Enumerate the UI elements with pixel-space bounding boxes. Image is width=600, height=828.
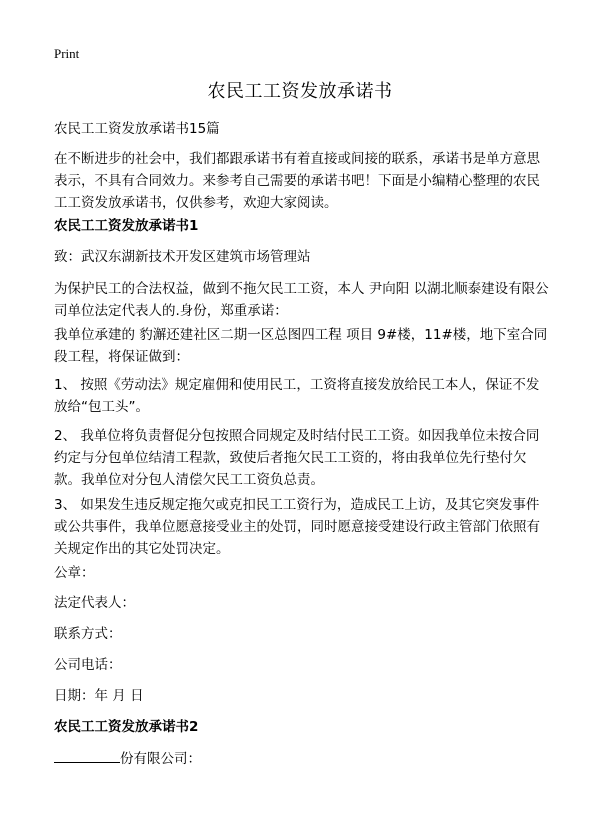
legal-representative-field: 法定代表人：: [54, 595, 135, 611]
seal-field: 公章：: [54, 565, 95, 581]
document-title: 农民工工资发放承诺书: [207, 81, 393, 102]
pledge-item-3: 3、 如果发生违反规定拖欠或克扣民工工资行为，造成民工上访，及其它突发事件或公共事件，我单位愿意接受业主的处罚，同时愿意接受建设行政主管部门依照有关规定作出的其它处罚决定。: [54, 497, 540, 557]
contact-field: 联系方式：: [54, 626, 122, 642]
intro-paragraph: 在不断进步的社会中，我们都跟承诺书有着直接或间接的联系，承诺书是单方意思表示，不具有合同效力。来参考自己需要的承诺书吧！下面是小编精心整理的农民工工资发放承诺书，仅供参考，欢迎大家阅读。: [54, 151, 540, 211]
company-phone-field: 公司电话：: [54, 657, 122, 673]
project-paragraph: 我单位承建的 豹澥还建社区二期一区总图四工程 项目 9#楼，11#楼，地下室合同段工程，将保证做到：: [54, 327, 548, 365]
pledge-intro-paragraph: 为保护民工的合法权益，做到不拖欠民工工资，本人 尹向阳 以湖北顺泰建设有限公司单位法定代表人的.身份，郑重承诺：: [54, 281, 549, 319]
company-suffix: 份有限公司：: [120, 751, 201, 767]
company-name-line: [54, 748, 550, 770]
print-link[interactable]: Print: [54, 46, 80, 61]
pledge-item-1: 1、 按照《劳动法》规定雇佣和使用民工，工资将直接发放给民工本人，保证不发放给“包工头”。: [54, 377, 540, 415]
blank-underline: [54, 748, 120, 763]
date-field: 日期：年 月 日: [54, 688, 144, 704]
addressee-line: 致：武汉东湖新技术开发区建筑市场管理站: [54, 249, 311, 265]
section-2-heading: 农民工工资发放承诺书2: [54, 719, 199, 735]
intro-line: 农民工工资发放承诺书15篇: [54, 121, 220, 137]
pledge-item-2: 2、 我单位将负责督促分包按照合同规定及时结付民工工资。如因我单位未按合同约定与分包单位结清工程款，致使后者拖欠民工工资的，将由我单位先行垫付欠款。我单位对分包人清偿欠民工工资负总责。: [54, 428, 540, 488]
section-1-heading: 农民工工资发放承诺书1: [54, 218, 199, 234]
